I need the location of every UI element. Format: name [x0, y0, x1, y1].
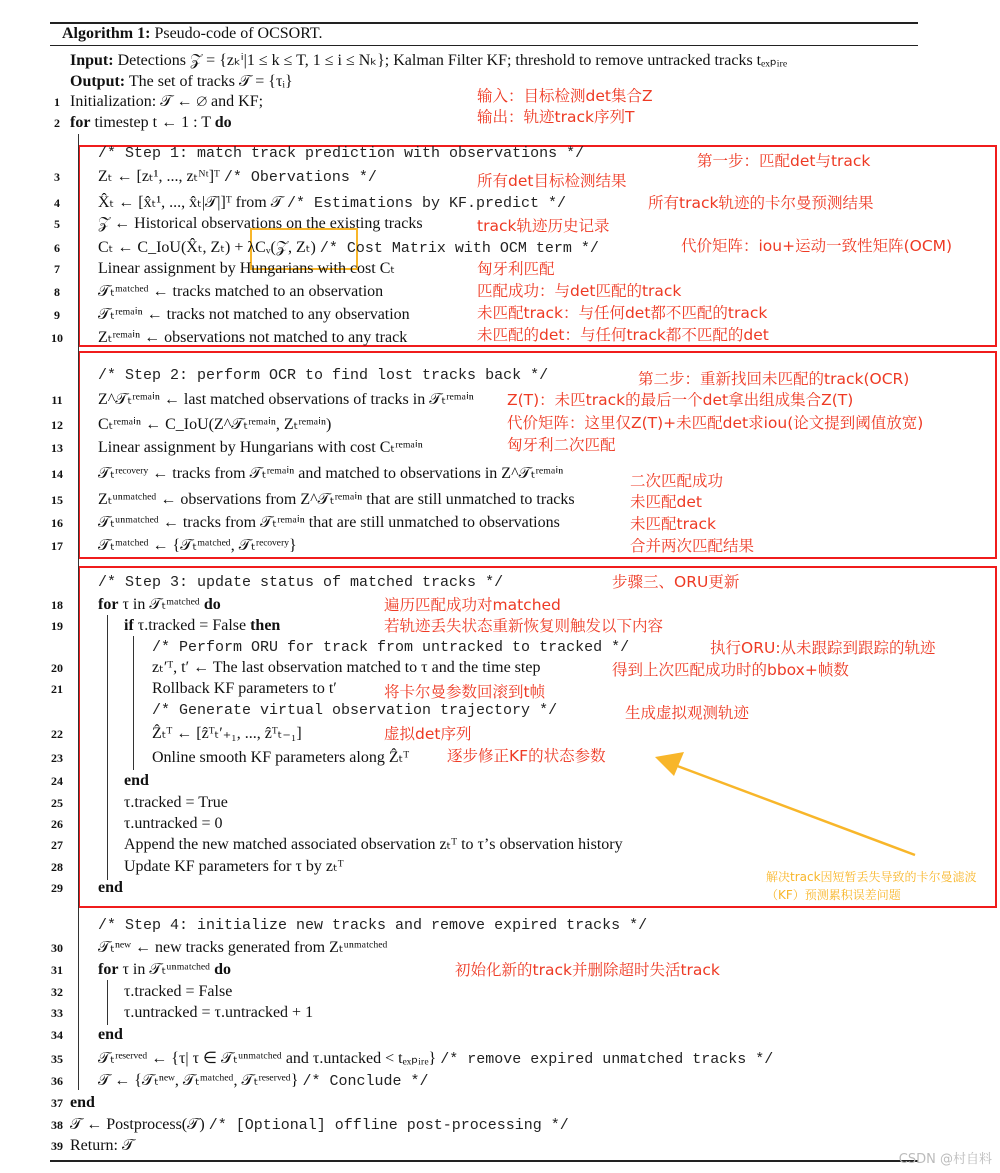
line-text: 𝒯ₜʳᵉᶜᵒᵛᵉʳʸ ← tracks from 𝒯ₜʳᵉᵐᵃⁱⁿ and matched to observations in Z^𝒯ₜʳᵉᵐᵃⁱⁿ — [98, 465, 564, 482]
algorithm-line — [98, 572, 503, 593]
line-number: 10 — [51, 331, 63, 345]
code-comment: /* Estimations by KF.predict */ — [286, 195, 567, 212]
line-number: 15 — [51, 493, 63, 507]
line-text: Zₜ ← [zₜ¹, ..., zₜᴺᵗ]ᵀ — [98, 168, 224, 185]
algorithm-line — [152, 658, 540, 678]
line-number: 37 — [51, 1096, 63, 1110]
line-number: 32 — [51, 985, 63, 999]
annotation: 得到上次匹配成功时的bbox+帧数 — [612, 661, 849, 679]
annotation: 未匹配det — [630, 493, 702, 511]
algorithm-line — [98, 282, 383, 302]
algorithm-line — [98, 1049, 773, 1070]
line-number: 22 — [51, 727, 63, 741]
line-text: τ.untracked = τ.untracked + 1 — [124, 1004, 314, 1021]
line-number: 30 — [51, 941, 63, 955]
algorithm-line — [152, 748, 409, 768]
code-comment: /* Step 3: update status of matched tracks */ — [98, 574, 504, 591]
algorithm-line — [124, 771, 149, 791]
line-text: 𝒵 ← Historical observations on the existing tracks — [98, 215, 423, 232]
line-text: zₜ′ᵀ, t′ ← The last observation matched to τ and the time step — [152, 659, 541, 676]
annotation: 代价矩阵：这里仅Z(T)+未匹配det求iou(论文提到阈值放宽) — [507, 414, 924, 432]
line-text: Detections 𝒵 = {zₖⁱ|1 ≤ k ≤ T, 1 ≤ i ≤ Nₖ}; Kalman Filter KF; threshold to remove untracked tracks tₑₓₚᵢᵣₑ — [113, 52, 788, 69]
annotation: 所有track轨迹的卡尔曼预测结果 — [648, 194, 874, 212]
line-number: 6 — [54, 241, 60, 255]
code-comment: /* [Optional] offline post-processing */ — [208, 1117, 569, 1134]
algorithm-line — [124, 616, 280, 636]
line-number: 19 — [51, 619, 63, 633]
algorithm-line — [124, 814, 223, 834]
annotation: 代价矩阵：iou+运动一致性矩阵(OCM) — [681, 237, 953, 255]
algorithm-line — [98, 193, 566, 214]
algorithm-line — [98, 513, 560, 533]
algorithm-line — [124, 835, 623, 855]
code-comment: /* Conclude */ — [302, 1073, 429, 1090]
line-number: 5 — [54, 217, 60, 231]
code-comment: /* remove expired unmatched tracks */ — [440, 1051, 774, 1068]
algorithm-line — [98, 536, 297, 556]
line-number: 11 — [51, 393, 63, 407]
algorithm-line — [98, 1071, 428, 1092]
line-number: 3 — [54, 170, 60, 184]
annotation: 未匹配的det：与任何track都不匹配的det — [477, 326, 769, 344]
line-number: 17 — [51, 539, 63, 553]
line-text: Linear assignment by Hungarians with cost Cₜʳᵉᵐᵃⁱⁿ — [98, 439, 423, 456]
line-text: 𝒯ₜᵐᵃᵗᶜʰᵉᵈ ← tracks matched to an observation — [98, 283, 384, 300]
code-comment: /* Obervations */ — [223, 169, 377, 186]
line-text: Z^𝒯ₜʳᵉᵐᵃⁱⁿ ← last matched observations of tracks in 𝒯ₜʳᵉᵐᵃⁱⁿ — [98, 391, 474, 408]
line-number: 35 — [51, 1052, 63, 1066]
line-text: timestep t ← 1 : T — [90, 114, 215, 131]
annotation: 匹配成功：与det匹配的track — [477, 282, 682, 300]
annotation: 步骤三、ORU更新 — [612, 573, 740, 591]
line-number: 28 — [51, 860, 63, 874]
algorithm-line — [124, 857, 344, 877]
annotation: 第二步：重新找回未匹配的track(OCR) — [638, 370, 910, 388]
line-text: Cₜʳᵉᵐᵃⁱⁿ ← C_IoU(Z^𝒯ₜʳᵉᵐᵃⁱⁿ, Zₜʳᵉᵐᵃⁱⁿ) — [98, 416, 332, 433]
code-comment: /* Generate virtual observation trajectory */ — [152, 702, 558, 719]
code-comment: /* Step 2: perform OCR to find lost tracks back */ — [98, 367, 549, 384]
algorithm-line — [70, 72, 293, 92]
algorithm-line — [124, 793, 228, 813]
algorithm-line — [98, 878, 123, 898]
annotation: 匈牙利匹配 — [477, 260, 555, 278]
keyword: end — [98, 879, 123, 896]
line-number: 13 — [51, 441, 63, 455]
algorithm-line — [152, 700, 557, 721]
annotation: 虚拟det序列 — [384, 725, 472, 743]
kf-error-note: 解决track因短暂丢失导致的卡尔曼滤波（KF）预测累积误差问题 — [766, 870, 977, 902]
algorithm-line — [70, 1115, 569, 1136]
line-number: 1 — [54, 95, 60, 109]
keyword: do — [203, 596, 221, 613]
algorithm-line — [98, 915, 647, 936]
line-number: 18 — [51, 598, 63, 612]
code-comment: /* Perform ORU for track from untracked to tracked */ — [152, 639, 630, 656]
line-text: Initialization: 𝒯 ← ∅ and KF; — [70, 93, 264, 110]
algorithm-line — [98, 490, 575, 510]
keyword: Input: — [70, 52, 114, 69]
annotation: 逐步修正KF的状态参数 — [447, 747, 606, 765]
algorithm-line — [98, 464, 563, 484]
annotation: 第一步：匹配det与track — [697, 152, 871, 170]
line-text: 𝒯 ← Postprocess(𝒯) — [70, 1116, 209, 1133]
keyword: end — [124, 772, 149, 789]
algorithm-line — [98, 167, 377, 188]
line-text: Append the new matched associated observation zₜᵀ to τ’s observation history — [124, 836, 623, 853]
algorithm-line — [152, 724, 302, 744]
line-text: τ.tracked = False — [124, 983, 233, 1000]
line-number: 39 — [51, 1139, 63, 1153]
line-text: Online smooth KF parameters along Ẑₜᵀ — [152, 749, 410, 766]
line-number: 21 — [51, 682, 63, 696]
line-number: 20 — [51, 661, 63, 675]
line-number: 36 — [51, 1074, 63, 1088]
line-text: τ.untracked = 0 — [124, 815, 223, 832]
keyword: Output: — [70, 73, 126, 90]
keyword: for — [70, 114, 91, 131]
algorithm-line — [70, 1136, 134, 1156]
keyword: end — [70, 1094, 95, 1111]
algorithm-line — [98, 328, 407, 348]
annotation: 将卡尔曼参数回滚到t帧 — [384, 683, 546, 701]
algorithm-line — [70, 113, 232, 133]
line-number: 9 — [54, 308, 60, 322]
line-number: 29 — [51, 881, 63, 895]
keyword: then — [250, 617, 281, 634]
line-text: τ in 𝒯ₜᵐᵃᵗᶜʰᵉᵈ — [118, 596, 204, 613]
line-number: 31 — [51, 963, 63, 977]
watermark: CSDN @村自料 — [898, 1152, 992, 1167]
algorithm-line — [124, 1003, 313, 1023]
keyword: do — [214, 961, 232, 978]
algorithm-line — [98, 960, 231, 980]
line-number: 24 — [51, 774, 63, 788]
keyword: if — [124, 617, 134, 634]
annotation: 未匹配track：与任何det都不匹配的track — [477, 304, 768, 322]
line-number: 12 — [51, 418, 63, 432]
line-number: 8 — [54, 285, 60, 299]
line-text: Zₜᵘⁿᵐᵃᵗᶜʰᵉᵈ ← observations from Z^𝒯ₜʳᵉᵐᵃⁱⁿ that are still unmatched to tracks — [98, 491, 575, 508]
keyword: for — [98, 961, 119, 978]
line-number: 16 — [51, 516, 63, 530]
line-text: X̂ₜ ← [x̂ₜ¹, ..., x̂ₜ|𝒯|]ᵀ from 𝒯 — [98, 194, 287, 211]
annotation: 未匹配track — [630, 515, 716, 533]
line-text: Rollback KF parameters to t′ — [152, 680, 337, 697]
annotation: 执行ORU:从未跟踪到跟踪的轨迹 — [710, 639, 936, 657]
line-number: 7 — [54, 262, 60, 276]
algorithm-line — [98, 595, 221, 615]
algorithm-line — [98, 365, 548, 386]
line-text: Update KF parameters for τ by zₜᵀ — [124, 858, 344, 875]
annotation: 输出：轨迹track序列T — [477, 108, 635, 126]
line-number: 38 — [51, 1118, 63, 1132]
line-number: 14 — [51, 467, 63, 481]
title-text: Pseudo-code of OCSORT. — [150, 25, 323, 42]
algorithm-line — [98, 143, 584, 164]
annotation: 生成虚拟观测轨迹 — [625, 704, 750, 722]
line-text: 𝒯ₜʳᵉᵐᵃⁱⁿ ← tracks not matched to any observation — [98, 306, 410, 323]
annotation: Z(T)：未匹track的最后一个det拿出组成集合Z(T) — [507, 391, 854, 409]
line-text: τ in 𝒯ₜᵘⁿᵐᵃᵗᶜʰᵉᵈ — [118, 961, 215, 978]
algorithm-line — [124, 982, 232, 1002]
code-comment: /* Step 1: match track prediction with observations */ — [98, 145, 585, 162]
line-text: Linear assignment by Hungarians with cost Cₜ — [98, 260, 396, 277]
code-comment: /* Cost Matrix with OCM term */ — [319, 240, 599, 257]
algorithm-line — [98, 238, 599, 259]
line-text: 𝒯ₜᵐᵃᵗᶜʰᵉᵈ ← {𝒯ₜᵐᵃᵗᶜʰᵉᵈ, 𝒯ₜʳᵉᶜᵒᵛᵉʳʸ} — [98, 537, 297, 554]
keyword: for — [98, 596, 119, 613]
algorithm-line — [98, 305, 410, 325]
line-text: 𝒯ₜⁿᵉʷ ← new tracks generated from Zₜᵘⁿᵐᵃᵗᶜʰᵉᵈ — [98, 939, 388, 956]
line-text: Cₜ ← C_IoU(X̂ₜ, Zₜ) + λCᵥ(𝒵, Zₜ) — [98, 239, 320, 256]
algorithm-line — [152, 679, 337, 699]
line-number: 27 — [51, 838, 63, 852]
line-number: 25 — [51, 796, 63, 810]
title-label: Algorithm 1: — [62, 25, 151, 42]
line-text: The set of tracks 𝒯 = {τᵢ} — [125, 73, 293, 90]
line-text: Return: 𝒯 — [70, 1137, 135, 1154]
annotation: 合并两次匹配结果 — [630, 537, 755, 555]
algorithm-line — [98, 438, 423, 458]
algorithm-line — [70, 1093, 95, 1113]
line-text: Ẑₜᵀ ← [ẑᵀₜ′₊₁, ..., ẑᵀₜ₋₁] — [152, 725, 302, 742]
algorithm-line — [98, 259, 395, 279]
line-text: 𝒯ₜʳᵉˢᵉʳᵛᵉᵈ ← {τ| τ ∈ 𝒯ₜᵘⁿᵐᵃᵗᶜʰᵉᵈ and τ.untacked < tₑₓₚᵢᵣₑ} — [98, 1050, 441, 1067]
line-text: 𝒯 ← {𝒯ₜⁿᵉʷ, 𝒯ₜᵐᵃᵗᶜʰᵉᵈ, 𝒯ₜʳᵉˢᵉʳᵛᵉᵈ} — [98, 1072, 303, 1089]
algorithm-line — [98, 214, 423, 234]
algorithm-line — [152, 637, 629, 658]
annotation: 遍历匹配成功对matched — [384, 596, 561, 614]
keyword: end — [98, 1026, 123, 1043]
line-text: Zₜʳᵉᵐᵃⁱⁿ ← observations not matched to any track — [98, 329, 408, 346]
line-number: 4 — [54, 196, 60, 210]
annotation: 所有det目标检测结果 — [477, 172, 627, 190]
algorithm-line — [98, 415, 331, 435]
line-number: 33 — [51, 1006, 63, 1020]
annotation: 初始化新的track并删除超时失活track — [455, 961, 720, 979]
code-comment: /* Step 4: initialize new tracks and remove expired tracks */ — [98, 917, 648, 934]
keyword: do — [214, 114, 232, 131]
annotation: 若轨迹丢失状态重新恢复则触发以下内容 — [384, 617, 664, 635]
line-text: τ.tracked = False — [133, 617, 251, 634]
line-number: 34 — [51, 1028, 63, 1042]
algorithm-line — [70, 51, 787, 71]
line-number: 26 — [51, 817, 63, 831]
line-number: 2 — [54, 116, 60, 130]
line-text: τ.tracked = True — [124, 794, 228, 811]
annotation: 二次匹配成功 — [630, 472, 724, 490]
annotation: 匈牙利二次匹配 — [507, 436, 616, 454]
annotation: track轨迹历史记录 — [477, 217, 610, 235]
algorithm-line — [98, 938, 387, 958]
algorithm-line — [98, 390, 474, 410]
annotation: 输入：目标检测det集合Z — [477, 87, 653, 105]
algorithm-line — [70, 92, 263, 112]
line-number: 23 — [51, 751, 63, 765]
line-text: 𝒯ₜᵘⁿᵐᵃᵗᶜʰᵉᵈ ← tracks from 𝒯ₜʳᵉᵐᵃⁱⁿ that are still unmatched to observations — [98, 514, 560, 531]
algorithm-line — [98, 1025, 123, 1045]
